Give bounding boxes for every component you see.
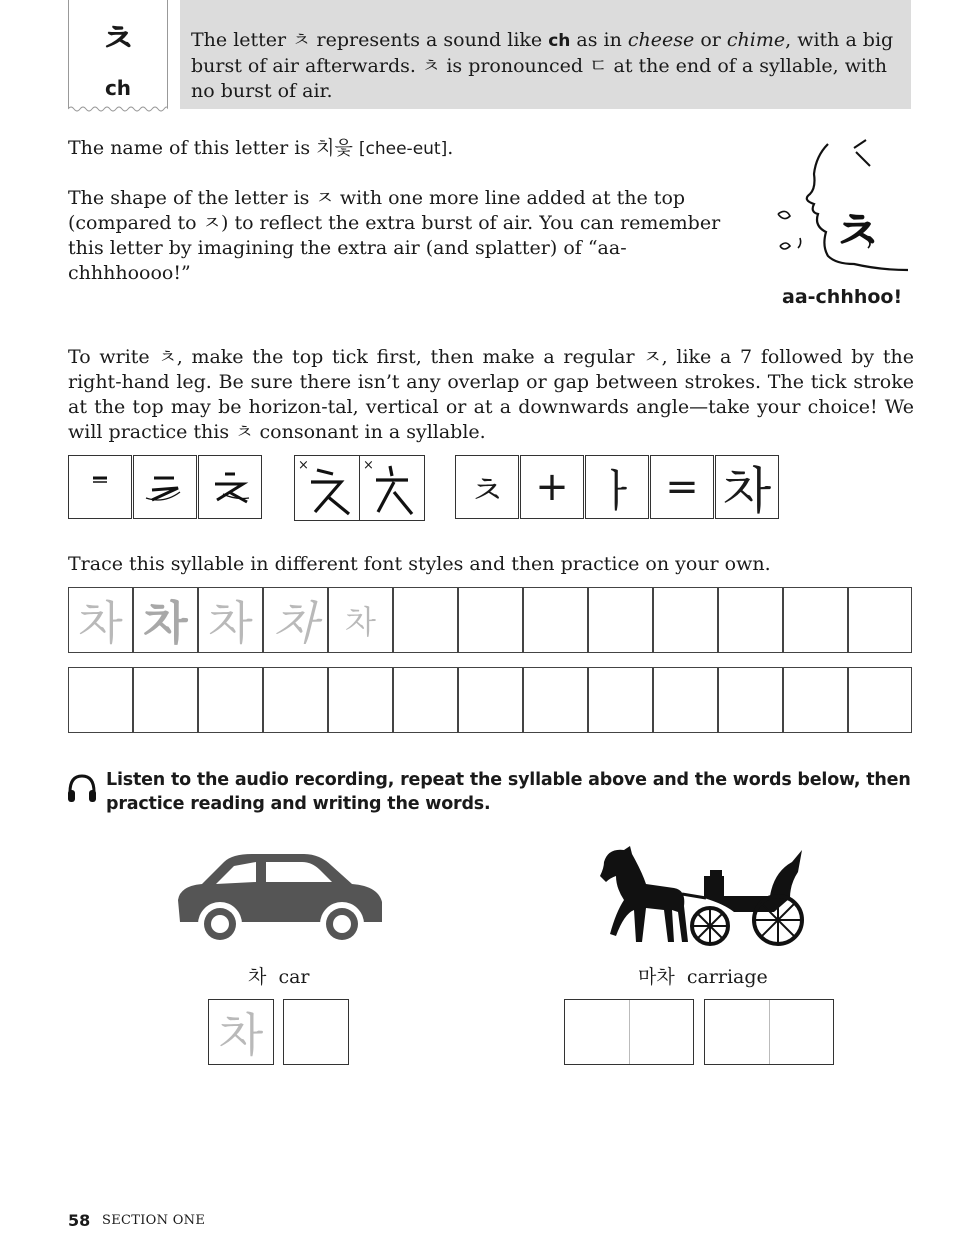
word-carriage-practice-box-2[interactable]: [704, 999, 834, 1065]
trace-cell[interactable]: 차: [328, 587, 393, 653]
practice-cell[interactable]: [393, 587, 458, 653]
word-car-korean: 차: [248, 966, 267, 988]
word-carriage-label: [638, 962, 768, 989]
practice-cell[interactable]: [263, 667, 328, 733]
page-number: 58: [68, 1211, 91, 1230]
cross-mark-icon: ×: [298, 458, 309, 473]
stroke-step-2: [133, 455, 197, 519]
intro-box: [180, 0, 911, 109]
letter-card: [68, 0, 168, 108]
word-carriage-english: carriage: [686, 966, 768, 988]
blank-practice-row: [68, 667, 912, 733]
practice-cell[interactable]: [718, 667, 783, 733]
word-carriage-practice-box-1[interactable]: [564, 999, 694, 1065]
stroke-step-3: [198, 455, 262, 519]
face-profile-icon: [770, 136, 915, 286]
word-carriage-korean: 마차: [638, 966, 675, 988]
cell-divider: [769, 1000, 770, 1064]
stroke-three-icon: [199, 456, 263, 520]
illustration-caption: aa-chhhoo!: [782, 286, 903, 308]
practice-cell[interactable]: [133, 667, 198, 733]
practice-cell[interactable]: [653, 667, 718, 733]
trace-practice-row: [68, 587, 912, 653]
variant-forms: [294, 455, 425, 521]
intro-text: The letter ㅊ represents a sound like ch as in cheese or chime, with a big burst of air afterwards. ㅊ is pronounced ㄷ at the end of a syllable, with no burst of air.: [191, 29, 894, 102]
stroke-two-icon: [134, 456, 198, 520]
listen-instruction: Listen to the audio recording, repeat the syllable above and the words below, then practice reading and writing the words.: [106, 770, 911, 814]
equation-consonant: ㅊ: [455, 455, 519, 519]
equation-vowel: ㅏ: [585, 455, 649, 519]
practice-cell[interactable]: [588, 667, 653, 733]
horse-carriage-icon: [594, 842, 806, 952]
practice-cell[interactable]: [783, 587, 848, 653]
practice-cell[interactable]: [848, 667, 912, 733]
practice-cell[interactable]: [783, 667, 848, 733]
variant-form-1: [294, 455, 360, 521]
practice-cell[interactable]: [588, 587, 653, 653]
practice-cell[interactable]: [718, 587, 783, 653]
cell-divider: [629, 1000, 630, 1064]
equation-plus: +: [520, 455, 584, 519]
cross-mark-icon: ×: [363, 458, 374, 473]
variant-form-2: [359, 455, 425, 521]
practice-cell[interactable]: [328, 667, 393, 733]
word-car-practice-cell[interactable]: [283, 999, 349, 1065]
letter-romanization: ch: [104, 76, 132, 100]
trace-cell[interactable]: 차: [133, 587, 198, 653]
letter-glyph: ㅊ: [99, 17, 137, 61]
practice-cell[interactable]: [458, 667, 523, 733]
trace-instruction: Trace this syllable in different font styles and then practice on your own.: [68, 553, 771, 575]
practice-cell[interactable]: [653, 587, 718, 653]
trace-cell[interactable]: 차: [198, 587, 263, 653]
practice-cell[interactable]: [198, 667, 263, 733]
practice-cell[interactable]: [458, 587, 523, 653]
practice-cell[interactable]: [393, 667, 458, 733]
trace-cell[interactable]: 차: [68, 587, 133, 653]
letter-name-line: The name of this letter is 치읓 [chee-eut].: [68, 137, 454, 159]
tick-stroke-icon: [69, 456, 133, 520]
practice-cell[interactable]: [523, 587, 588, 653]
practice-cell[interactable]: [68, 667, 133, 733]
illustration-glyph: ㅊ: [832, 203, 883, 263]
word-car-english: car: [278, 966, 310, 988]
headphones-icon[interactable]: [66, 772, 98, 806]
wavy-border: [68, 105, 168, 113]
stroke-step-1: [68, 455, 132, 519]
trace-cell[interactable]: 차: [263, 587, 328, 653]
combination-equation: [455, 455, 781, 521]
practice-cell[interactable]: [848, 587, 912, 653]
practice-cell[interactable]: [523, 667, 588, 733]
car-icon: [172, 850, 384, 950]
word-car-label: [248, 962, 310, 989]
equation-result: 차: [715, 455, 779, 519]
writing-instructions: To write ㅊ, make the top tick first, then make a regular ㅈ, like a 7 followed by the right-hand leg. Be sure there isn’t any overlap or gap between strokes. The tick stroke at the top may be horizon-tal, vertical or at a downwards angle—take your choice! We will practice this ㅊ consonant in a syllable.: [68, 346, 914, 443]
equation-equals: =: [650, 455, 714, 519]
stroke-order-boxes: [68, 455, 264, 521]
shape-paragraph: The shape of the letter is ㅈ with one more line added at the top (compared to ㅈ) to reflect the extra burst of air. You can remember this letter by imagining the extra air (and splatter) of “aa-chhhhoooo!”: [68, 187, 721, 284]
sneeze-illustration: [770, 136, 915, 316]
section-label: SECTION ONE: [102, 1213, 206, 1228]
word-car-trace-cell[interactable]: 차: [208, 999, 274, 1065]
